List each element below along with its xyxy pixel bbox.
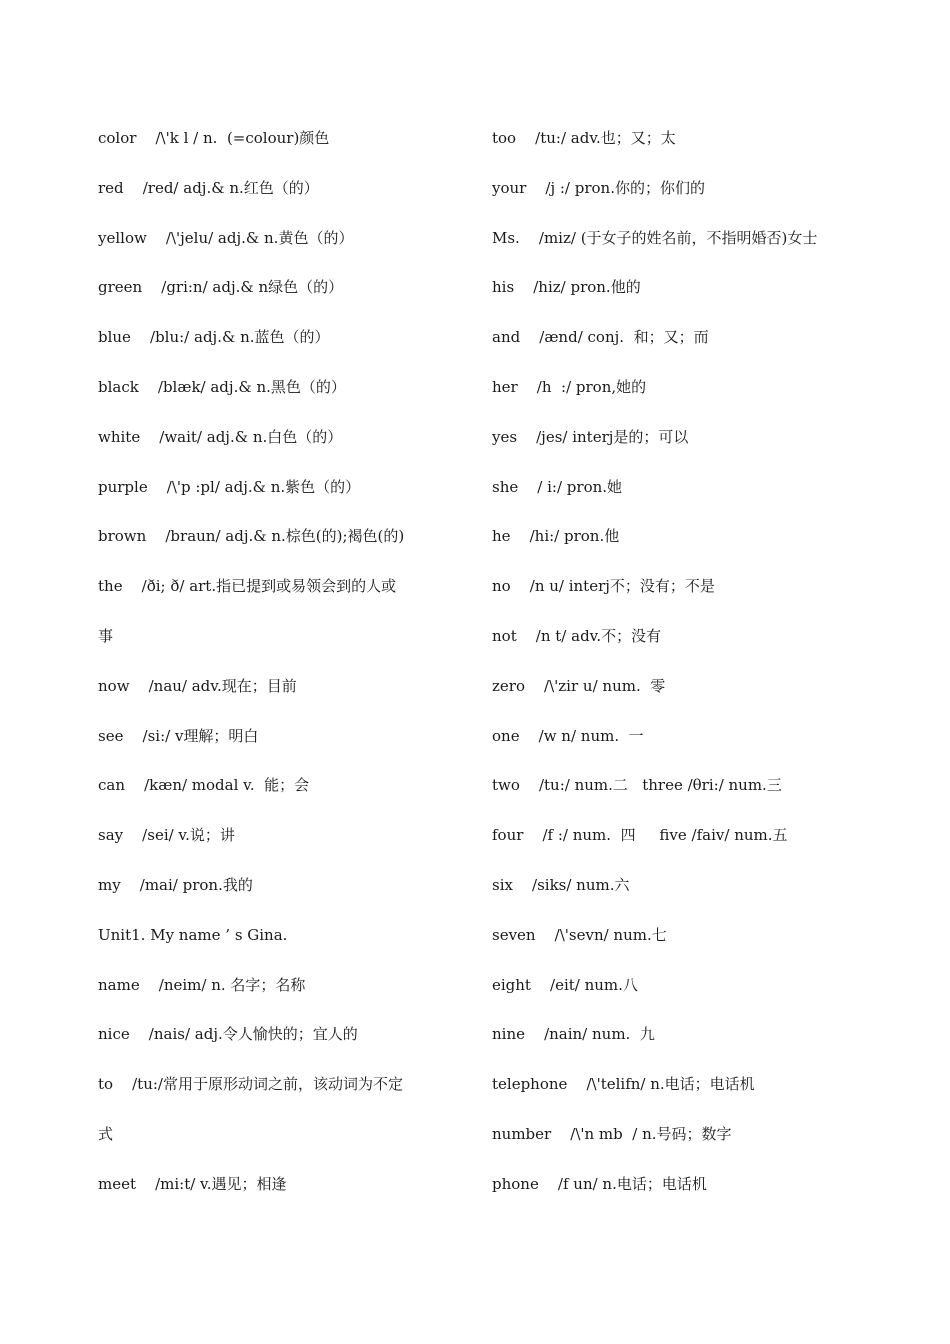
vocab-line: no /n u/ interj不；没有；不是 (492, 577, 715, 596)
left-vocab-column (98, 124, 473, 1220)
vocab-line: too /tu:/ adv.也；又；太 (492, 129, 676, 147)
vocab-line: blue /blu:/ adj.& n.蓝色（的） (98, 328, 330, 347)
vocab-line-continuation: 事 (98, 626, 114, 645)
vocab-line: yes /jes/ interj是的；可以 (492, 427, 689, 446)
vocab-line: say /sei/ v.说；讲 (98, 826, 235, 845)
vocab-line: white /wait/ adj.& n.白色（的） (98, 427, 343, 446)
vocab-line: red /red/ adj.& n.红色（的） (98, 178, 319, 197)
right-vocab-column (492, 124, 912, 1220)
vocab-line: meet /mi:t/ v.遇见；相逢 (98, 1174, 287, 1193)
unit-heading: Unit1. My name ’ s Gina. (98, 925, 288, 944)
vocab-line: his /hiz/ pron.他的 (492, 278, 641, 297)
vocab-line: she / i:/ pron.她 (492, 477, 623, 496)
vocab-line: seven /\'sevn/ num.七 (492, 925, 667, 944)
vocab-line: he /hi:/ pron.他 (492, 527, 620, 546)
vocab-line: four /f :/ num. 四 five /faiv/ num.五 (492, 826, 788, 845)
vocab-line: green /gri:n/ adj.& n绿色（的） (98, 278, 344, 297)
vocab-line: nice /nais/ adj.令人愉快的；宜人的 (98, 1025, 358, 1044)
vocab-line: six /siks/ num.六 (492, 875, 630, 894)
vocab-line: can /kæn/ modal v. 能；会 (98, 776, 310, 795)
vocab-line: your /j :/ pron.你的；你们的 (492, 178, 705, 197)
vocab-line: to /tu:/常用于原形动词之前，该动词为不定 (98, 1075, 403, 1094)
vocab-line: phone /f un/ n.电话；电话机 (492, 1174, 707, 1193)
vocab-line: name /neim/ n. 名字；名称 (98, 975, 306, 994)
vocab-line-continuation: 式 (98, 1124, 114, 1143)
vocab-line: nine /nain/ num. 九 (492, 1025, 655, 1044)
vocab-line: color /\'k l / n. (=colour)颜色 (98, 129, 330, 147)
vocab-line: Ms. /miz/ (于女子的姓名前，不指明婚否)女士 (492, 228, 818, 247)
vocab-line: yellow /\'jelu/ adj.& n.黄色（的） (98, 228, 354, 247)
vocab-line: eight /eit/ num.八 (492, 975, 638, 994)
vocab-line: telephone /\'telifn/ n.电话；电话机 (492, 1075, 755, 1094)
vocab-line: my /mai/ pron.我的 (98, 875, 253, 894)
vocab-line: and /ænd/ conj. 和；又；而 (492, 328, 709, 347)
vocab-line: two /tu:/ num.二 three /θri:/ num.三 (492, 776, 782, 795)
vocab-line: not /n t/ adv.不；没有 (492, 626, 662, 645)
vocab-line: now /nau/ adv.现在；目前 (98, 676, 297, 695)
vocab-line: black /blæk/ adj.& n.黑色（的） (98, 377, 346, 396)
vocab-line: see /si:/ v理解；明白 (98, 726, 259, 745)
vocab-line: purple /\'p :pl/ adj.& n.紫色（的） (98, 477, 361, 496)
vocab-line: her /h :/ pron,她的 (492, 377, 647, 396)
vocab-line: one /w n/ num. 一 (492, 726, 644, 745)
vocab-line: zero /\'zir u/ num. 零 (492, 676, 666, 695)
vocab-line: number /\'n mb / n.号码；数字 (492, 1124, 732, 1143)
vocab-line: brown /braun/ adj.& n.棕色(的);褐色(的) (98, 527, 405, 546)
vocab-line: the /ði; ð/ art.指已提到或易领会到的人或 (98, 577, 397, 596)
